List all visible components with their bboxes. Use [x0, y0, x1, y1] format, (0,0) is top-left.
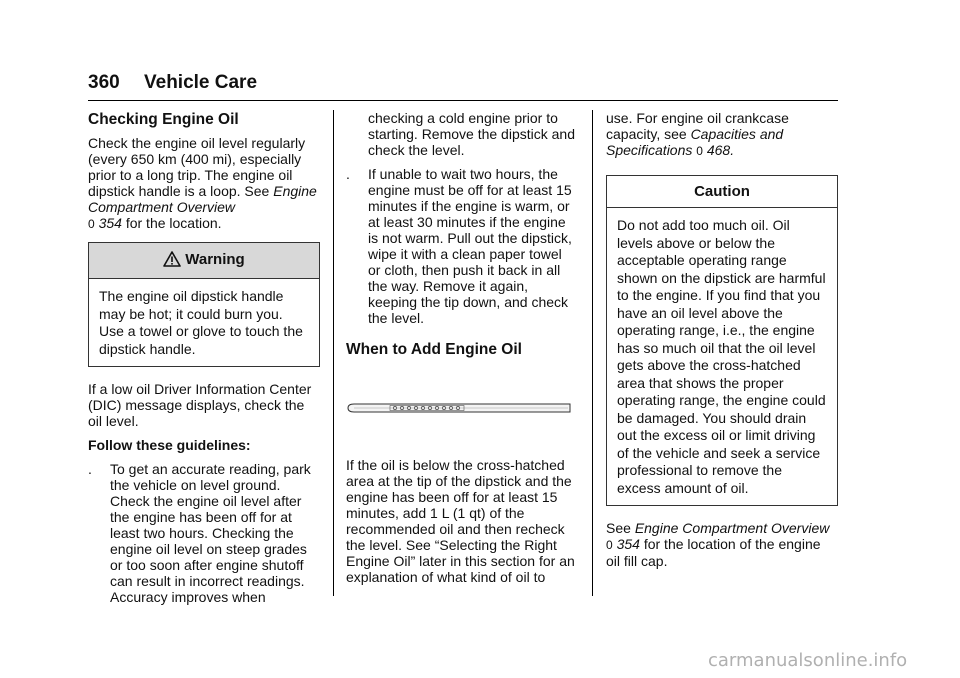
list-item-continued: checking a cold engine prior to starting. Remove the dipstick and check the level. [368, 110, 575, 158]
list-item: . If unable to wait two hours, the engine must be off for at least 15 minutes if the engine is warm, or at least 30 minutes if the engine is not warm. Pull out the dipstick, wipe it with a clean paper towel or cloth, then push it back in all the way. Remove it again, keeping the tip down, and check the level. [346, 166, 572, 326]
warning-header [89, 243, 319, 279]
caution-box [606, 175, 838, 506]
watermark: carmanualsonline.info [708, 650, 908, 671]
column-divider [592, 110, 593, 596]
page-ref-arrow: 0 [696, 144, 703, 158]
section-title: Vehicle Care [144, 72, 258, 93]
dipstick-icon [346, 399, 572, 417]
column-3 [606, 110, 838, 577]
column-1 [88, 110, 320, 613]
warning-box [88, 242, 320, 367]
bullet-marker: . [88, 461, 92, 477]
page-ref-arrow: 0 [606, 538, 613, 552]
page-ref[interactable]: 468. [706, 142, 735, 158]
crossref-link[interactable]: Engine Compartment Overview [634, 520, 830, 536]
warning-body: The engine oil dipstick handle may be hot; it could burn you. Use a towel or glove to touch the dipstick handle. [99, 288, 303, 357]
intro-paragraph: Check the engine oil level regularly (every 650 km (400 mi), especially prior to a long trip. The engine oil dipstick handle is a loop. See Engine Compartment Overview 0 354 for the location. [88, 135, 317, 231]
page-header [88, 70, 838, 101]
warning-triangle-icon [163, 251, 181, 271]
list-item: . To get an accurate reading, park the vehicle on level ground. Check the engine oil level after the engine has been off for at least two hours. Checking the engine oil level on steep grades or too soon after engine shutoff can result in incorrect readings. Accuracy improves when [88, 461, 311, 605]
heading-when-to-add-oil: When to Add Engine Oil [346, 341, 522, 358]
guidelines-label: Follow these guidelines: [88, 437, 251, 453]
page-number: 360 [88, 72, 120, 93]
heading-checking-engine-oil: Checking Engine Oil [88, 111, 239, 128]
continued-paragraph: use. For engine oil crankcase capacity, see Capacities and Specifications 0 468. [606, 110, 789, 158]
caution-header: Caution [607, 176, 837, 208]
warning-title: Warning [185, 251, 245, 268]
caution-body: Do not add too much oil. Oil levels above or below the acceptable operating range shown on the dipstick are harmful to the engine. If you find that you have an oil level above the operating range, i.e., the engine has so much oil that the oil level gets above the cross-hatched area that shows the proper operating range, the engine could be damaged. You should drain out the excess oil or limit driving of the vehicle and seek a service professional to remove the excess amount of oil. [617, 217, 826, 496]
page-ref[interactable]: 354 [98, 215, 122, 231]
crossref-link[interactable]: Engine Compartment Overview [88, 183, 317, 215]
column-2 [346, 110, 578, 593]
add-oil-paragraph: If the oil is below the cross-hatched area at the tip of the dipstick and the engine has been off for at least 15 minutes, add 1 L (1 qt) of the recommended oil and then recheck the level. See “Selecting the Right Engine Oil” later in this section for an explanation of what kind of oil to [346, 457, 575, 585]
crossref-link[interactable]: Capacities and Specifications [606, 126, 784, 158]
page-ref[interactable]: 354 [616, 536, 640, 552]
see-paragraph: See Engine Compartment Overview 0 354 for the location of the engine oil fill cap. [606, 520, 830, 569]
column-divider [333, 110, 334, 596]
bullet-marker: . [346, 166, 350, 182]
dipstick-illustration [346, 399, 578, 417]
dic-paragraph: If a low oil Driver Information Center (DIC) message displays, check the oil level. [88, 381, 312, 429]
page-ref-arrow: 0 [88, 217, 95, 231]
